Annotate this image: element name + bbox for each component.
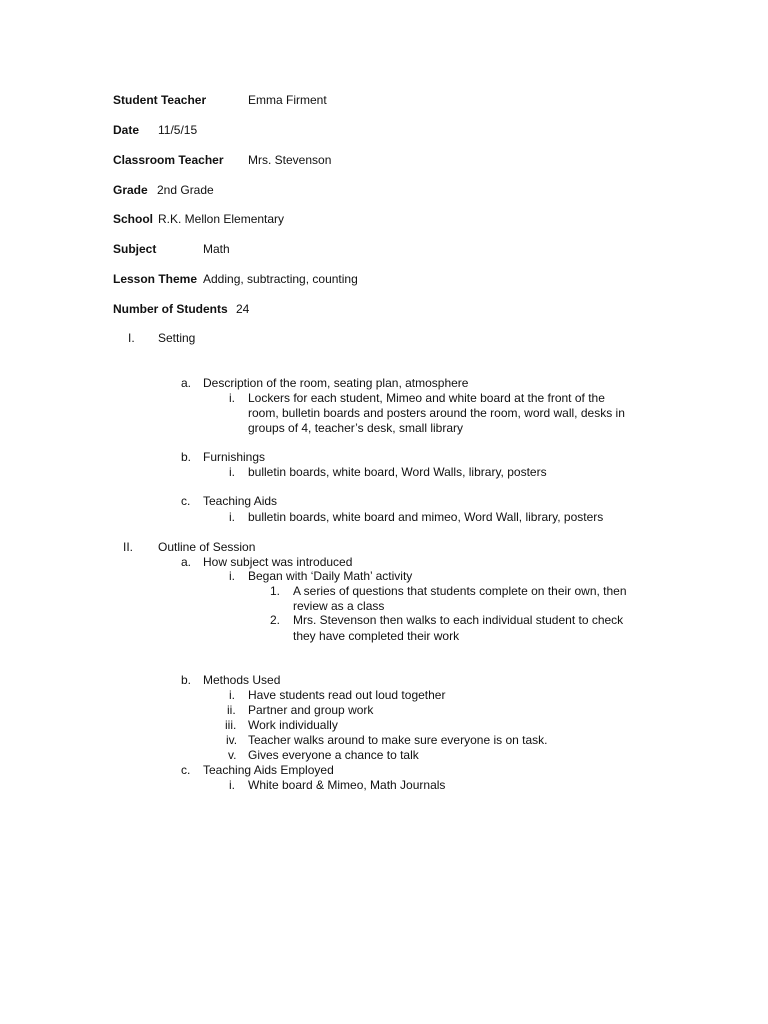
item-title: Description of the room, seating plan, atmosphere [203,376,469,390]
date-label: Date [113,123,140,137]
subject-label: Subject [113,242,157,256]
subitem-number: iii. [225,718,237,732]
classroom-teacher-value: Mrs. Stevenson [248,153,332,167]
step-line: Mrs. Stevenson then walks to each individual student to check [293,613,624,627]
item-letter: c. [181,763,191,777]
student-teacher-label: Student Teacher [113,93,207,107]
date-value: 11/5/15 [158,123,198,137]
step-number: 2. [270,613,281,627]
subitem-line: bulletin boards, white board and mimeo, Word Wall, library, posters [248,510,604,524]
item-letter: b. [181,450,192,464]
step-line: A series of questions that students complete on their own, then [293,584,627,598]
item-title: Furnishings [203,450,266,464]
item-title: Teaching Aids [203,494,278,508]
subitem-line: Gives everyone a chance to talk [248,748,419,762]
school-value: R.K. Mellon Elementary [158,212,285,226]
subject-value: Math [203,242,230,256]
subitem-line: Have students read out loud together [248,688,446,702]
subitem-line: bulletin boards, white board, Word Walls, library, posters [248,465,547,479]
lesson-theme-value: Adding, subtracting, counting [203,272,358,286]
step-number: 1. [270,584,281,598]
lesson-theme-label: Lesson Theme [113,272,198,286]
subitem-number: i. [229,465,235,479]
item-letter: a. [181,376,192,390]
step-line: review as a class [293,599,385,613]
student-teacher-value: Emma Firment [248,93,327,107]
subitem-line: White board & Mimeo, Math Journals [248,778,446,792]
item-title: Methods Used [203,673,281,687]
subitem-number: i. [229,510,235,524]
subitem-number: i. [229,688,235,702]
item-letter: b. [181,673,192,687]
subitem-line: Teacher walks around to make sure everyone is on task. [248,733,548,747]
subitem-number: v. [228,748,237,762]
subitem-line: Lockers for each student, Mimeo and white board at the front of the [248,391,605,405]
subitem-number: iv. [226,733,238,747]
number-of-students-value: 24 [236,302,250,316]
subitem-line: Partner and group work [248,703,374,717]
subitem-number: i. [229,391,235,405]
section-number: I. [128,331,135,345]
subitem-number: ii. [227,703,236,717]
classroom-teacher-label: Classroom Teacher [113,153,224,167]
step-line: they have completed their work [293,629,460,643]
section-title: Outline of Session [158,540,256,554]
number-of-students-label: Number of Students [113,302,228,316]
section-number: II. [123,540,134,554]
subitem-line: room, bulletin boards and posters around the room, word wall, desks in [248,406,625,420]
item-letter: c. [181,494,191,508]
subitem-number: i. [229,569,235,583]
grade-value: 2nd Grade [157,183,214,197]
item-letter: a. [181,555,192,569]
school-label: School [113,212,154,226]
grade-label: Grade [113,183,148,197]
subitem-number: i. [229,778,235,792]
item-title: How subject was introduced [203,555,353,569]
section-title: Setting [158,331,196,345]
item-title: Teaching Aids Employed [203,763,334,777]
subitem-line: groups of 4, teacher’s desk, small library [248,421,463,435]
subitem-line: Work individually [248,718,338,732]
subitem-line: Began with ‘Daily Math’ activity [248,569,413,583]
